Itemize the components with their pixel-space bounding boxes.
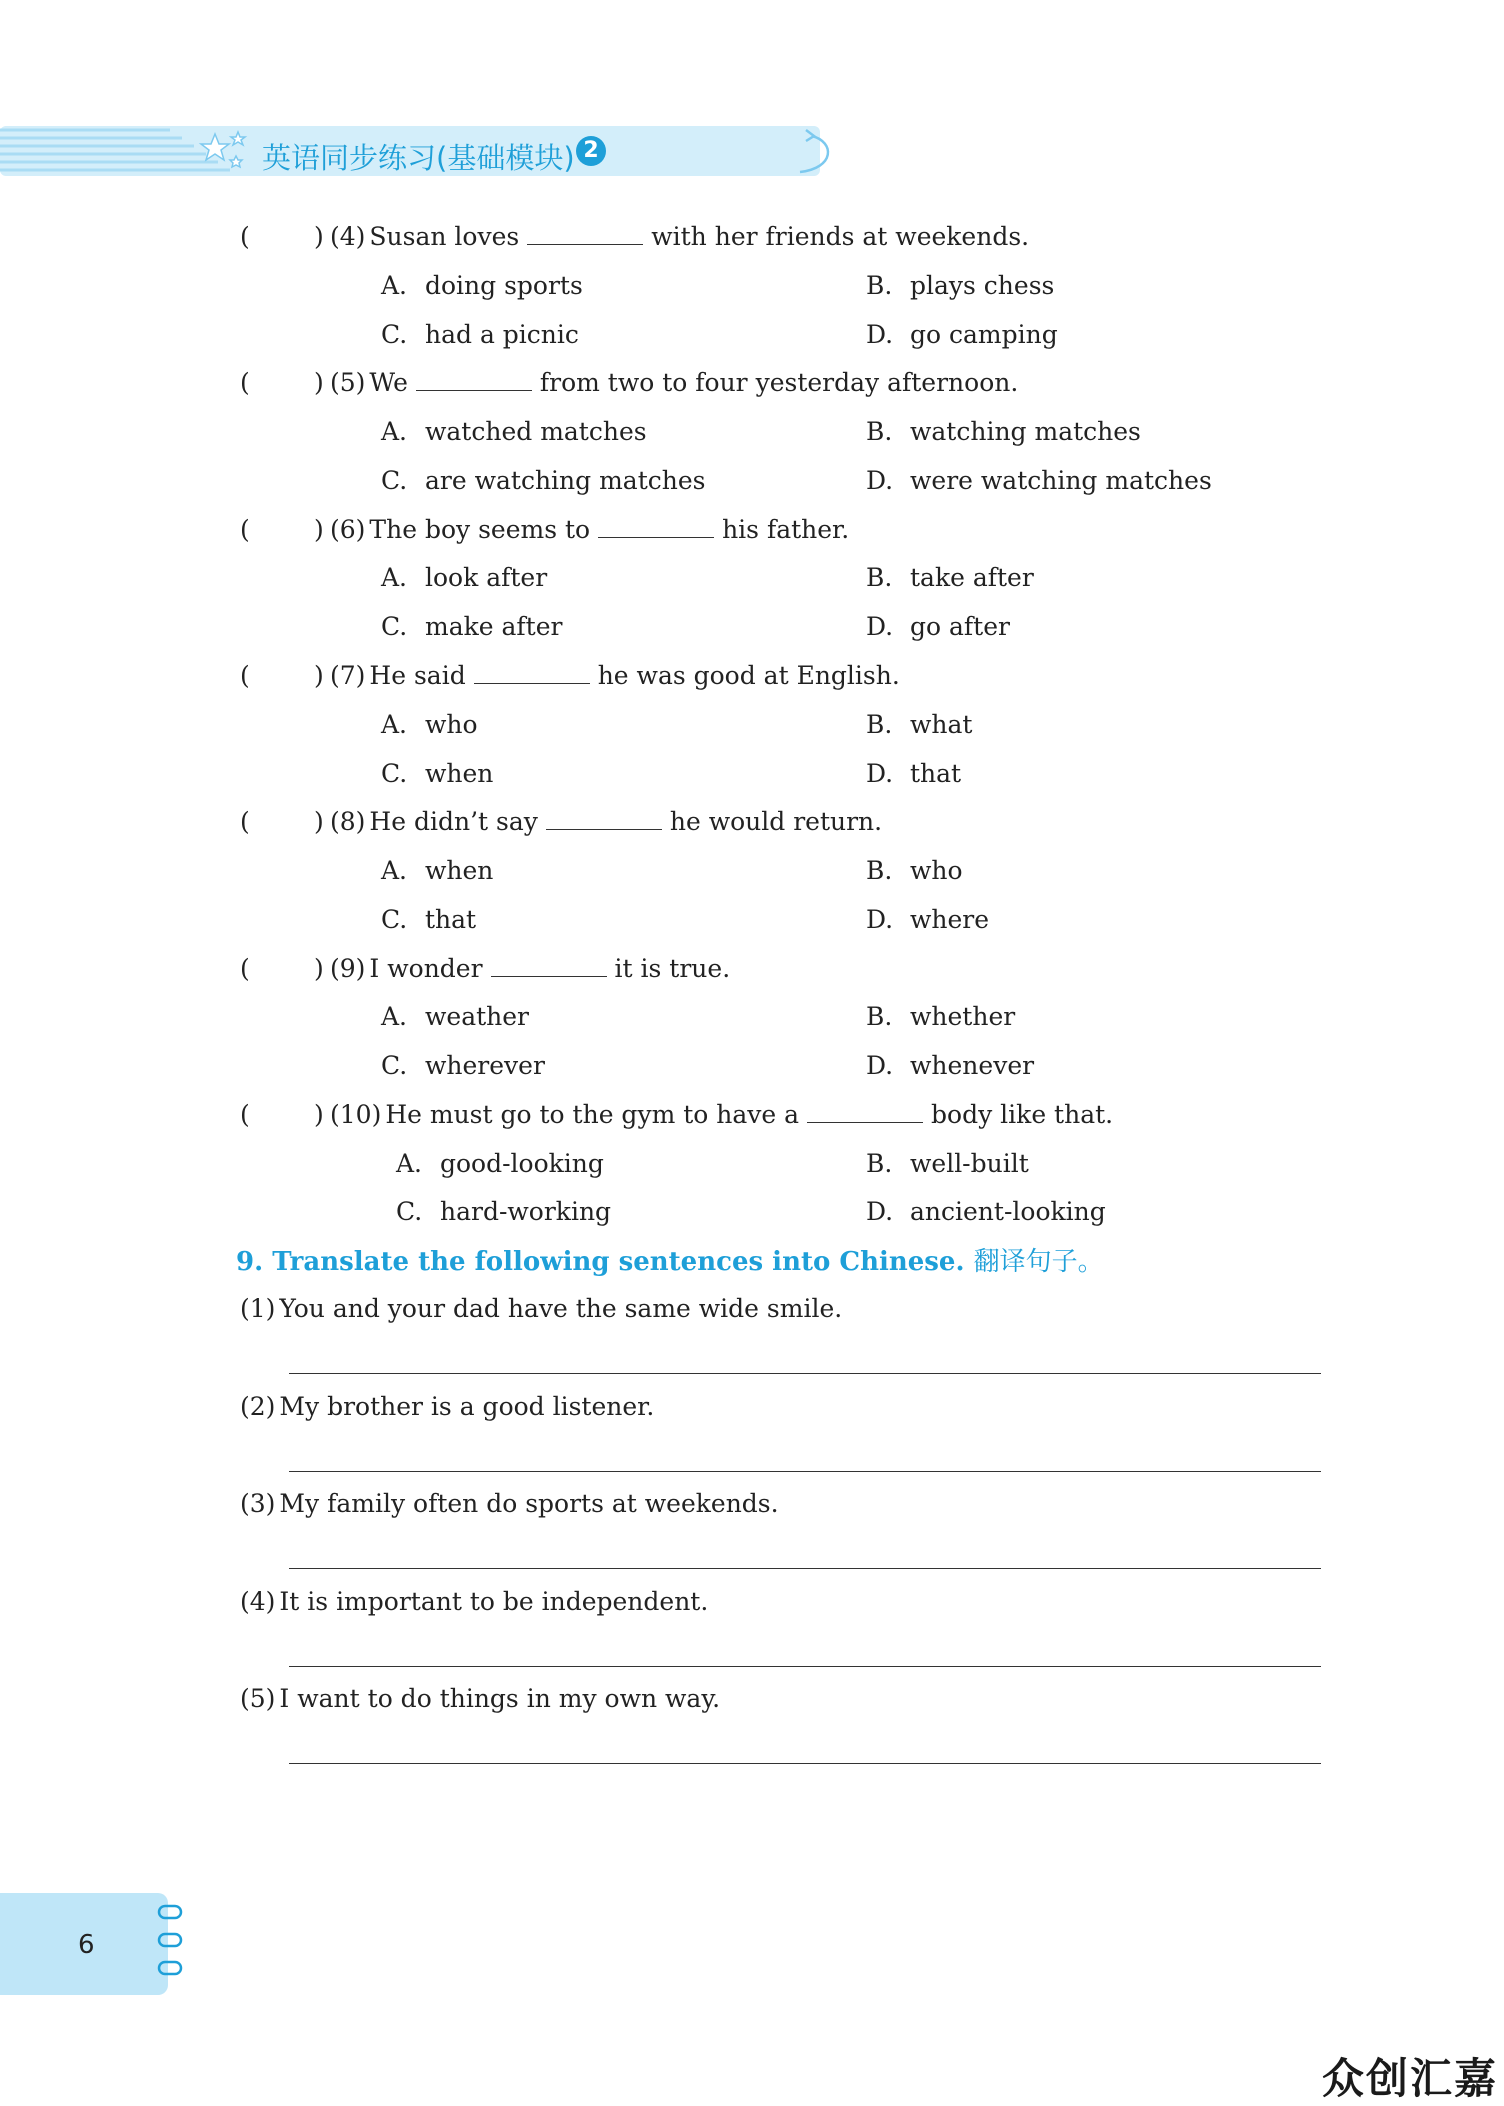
option-d bbox=[866, 1048, 1034, 1084]
option-text: whether bbox=[910, 1002, 1016, 1032]
option-letter: B. bbox=[866, 563, 893, 593]
translation-sentence: It is important to be independent. bbox=[279, 1586, 709, 1616]
stem-before: Susan loves bbox=[369, 222, 520, 251]
option-text: go after bbox=[910, 612, 1010, 642]
translation-sentence: You and your dad have the same wide smile. bbox=[279, 1294, 843, 1323]
option-text: watched matches bbox=[425, 417, 647, 447]
answer-line[interactable] bbox=[289, 1471, 1321, 1472]
option-letter: C. bbox=[381, 612, 408, 642]
option-a bbox=[381, 853, 493, 889]
option-c bbox=[396, 1194, 611, 1230]
option-d bbox=[866, 902, 989, 938]
fill-blank bbox=[546, 805, 662, 830]
book-number-badge: 2 bbox=[576, 136, 606, 166]
translation-number: (3) bbox=[240, 1489, 276, 1518]
option-d bbox=[866, 463, 1212, 499]
stem-before: He didn’t say bbox=[369, 807, 538, 837]
option-a bbox=[381, 414, 647, 450]
option-text: had a picnic bbox=[425, 319, 579, 349]
watermark: 众创汇嘉 bbox=[1322, 2054, 1499, 2103]
question-number: (6) bbox=[330, 514, 366, 544]
answer-paren-close: ) bbox=[314, 953, 324, 983]
option-letter: C. bbox=[381, 319, 408, 349]
option-letter: A. bbox=[381, 856, 408, 885]
option-letter: C. bbox=[381, 465, 408, 495]
option-text: where bbox=[910, 904, 990, 934]
answer-line[interactable] bbox=[289, 1763, 1321, 1764]
option-d bbox=[866, 1194, 1106, 1230]
option-letter: A. bbox=[381, 1002, 408, 1032]
option-letter: A. bbox=[381, 270, 408, 300]
answer-paren-open: ( bbox=[240, 953, 250, 983]
stem-after: he would return. bbox=[669, 807, 883, 837]
option-letter: C. bbox=[396, 1197, 423, 1227]
option-d bbox=[866, 756, 961, 792]
option-text: who bbox=[910, 856, 963, 885]
question-number: (7) bbox=[330, 660, 366, 690]
stem-after: body like that. bbox=[931, 1099, 1114, 1129]
answer-paren-open: ( bbox=[240, 514, 250, 544]
option-letter: B. bbox=[866, 856, 893, 885]
section-9-title bbox=[236, 1241, 1104, 1278]
option-text: wherever bbox=[425, 1051, 545, 1081]
question-number: (5) bbox=[330, 368, 366, 398]
option-letter: A. bbox=[381, 563, 408, 593]
translation-number: (2) bbox=[240, 1391, 276, 1421]
translation-item bbox=[240, 1291, 842, 1327]
translation-item bbox=[240, 1389, 654, 1425]
option-text: plays chess bbox=[910, 270, 1055, 300]
option-c bbox=[381, 1048, 545, 1084]
option-b bbox=[866, 707, 972, 743]
option-letter: D. bbox=[866, 1051, 894, 1081]
option-d bbox=[866, 609, 1010, 645]
option-letter: D. bbox=[866, 319, 894, 349]
option-text: doing sports bbox=[425, 270, 583, 300]
option-letter: B. bbox=[866, 709, 893, 739]
option-text: when bbox=[425, 758, 494, 788]
option-c bbox=[381, 317, 579, 353]
option-a bbox=[381, 999, 529, 1035]
question-stem bbox=[330, 365, 1018, 401]
option-text: well-built bbox=[910, 1148, 1029, 1178]
question-stem bbox=[330, 512, 849, 548]
option-text: make after bbox=[425, 612, 563, 642]
option-letter: B. bbox=[866, 1002, 893, 1032]
option-b bbox=[866, 414, 1141, 450]
answer-paren-close: ) bbox=[314, 807, 324, 837]
answer-line[interactable] bbox=[289, 1373, 1321, 1374]
page-header bbox=[0, 122, 840, 184]
option-text: were watching matches bbox=[910, 465, 1212, 495]
option-text: that bbox=[425, 904, 477, 934]
option-b bbox=[866, 999, 1015, 1035]
answer-paren-close: ) bbox=[314, 368, 324, 398]
fill-blank bbox=[416, 366, 532, 391]
option-text: are watching matches bbox=[425, 465, 706, 495]
fill-blank bbox=[527, 220, 643, 245]
option-text: go camping bbox=[910, 319, 1058, 349]
answer-line[interactable] bbox=[289, 1666, 1321, 1667]
fill-blank bbox=[474, 659, 590, 684]
option-text: watching matches bbox=[910, 417, 1141, 447]
option-text: weather bbox=[425, 1002, 529, 1032]
question-number: (4) bbox=[330, 222, 366, 251]
option-a bbox=[381, 268, 583, 304]
question-number: (10) bbox=[330, 1099, 382, 1129]
option-letter: A. bbox=[381, 417, 408, 447]
option-text: look after bbox=[425, 563, 548, 593]
option-text: what bbox=[910, 709, 973, 739]
answer-paren-open: ( bbox=[240, 807, 250, 837]
answer-paren-close: ) bbox=[314, 1099, 324, 1129]
option-c bbox=[381, 902, 476, 938]
stem-after: from two to four yesterday afternoon. bbox=[539, 368, 1019, 398]
option-text: who bbox=[425, 709, 478, 739]
stem-before: He said bbox=[369, 660, 466, 690]
option-b bbox=[866, 1146, 1029, 1182]
section-9-title-en: 9. Translate the following sentences into Chinese. bbox=[236, 1247, 965, 1277]
option-b bbox=[866, 560, 1034, 596]
option-text: that bbox=[910, 758, 962, 788]
answer-line[interactable] bbox=[289, 1568, 1321, 1569]
stem-after: it is true. bbox=[614, 953, 731, 983]
option-b bbox=[866, 268, 1054, 304]
fill-blank bbox=[491, 952, 607, 977]
option-letter: D. bbox=[866, 904, 894, 934]
option-d bbox=[866, 317, 1058, 353]
answer-paren-open: ( bbox=[240, 1099, 250, 1129]
book-title: 英语同步练习(基础模块) bbox=[262, 141, 575, 175]
question-number: (9) bbox=[330, 953, 366, 983]
option-c bbox=[381, 609, 562, 645]
option-letter: B. bbox=[866, 270, 893, 300]
stem-after: he was good at English. bbox=[597, 660, 900, 690]
translation-item bbox=[240, 1681, 720, 1717]
question-stem bbox=[330, 804, 882, 840]
stem-before: The boy seems to bbox=[369, 514, 591, 544]
answer-paren-open: ( bbox=[240, 368, 250, 398]
option-a bbox=[396, 1146, 604, 1182]
answer-paren-open: ( bbox=[240, 222, 250, 251]
question-number: (8) bbox=[330, 807, 366, 837]
option-c bbox=[381, 463, 705, 499]
option-text: when bbox=[425, 856, 494, 885]
option-b bbox=[866, 853, 963, 889]
page-number: 6 bbox=[78, 1930, 95, 1960]
option-c bbox=[381, 756, 493, 792]
translation-number: (5) bbox=[240, 1684, 276, 1713]
stem-after: his father. bbox=[722, 514, 850, 544]
option-a bbox=[381, 560, 547, 596]
question-stem bbox=[330, 658, 900, 694]
translation-sentence: My brother is a good listener. bbox=[279, 1391, 655, 1421]
option-letter: A. bbox=[381, 709, 408, 739]
answer-paren-open: ( bbox=[240, 660, 250, 690]
stem-before: We bbox=[369, 368, 408, 398]
section-9-title-cn: 翻译句子。 bbox=[973, 1247, 1104, 1277]
stem-after: with her friends at weekends. bbox=[651, 222, 1030, 251]
answer-paren-close: ) bbox=[314, 660, 324, 690]
option-text: good-looking bbox=[440, 1148, 604, 1178]
option-letter: B. bbox=[866, 1148, 893, 1178]
option-letter: B. bbox=[866, 417, 893, 447]
translation-sentence: My family often do sports at weekends. bbox=[279, 1489, 779, 1518]
translation-number: (4) bbox=[240, 1586, 276, 1616]
option-letter: C. bbox=[381, 1051, 408, 1081]
question-stem bbox=[330, 219, 1029, 255]
option-text: hard-working bbox=[440, 1197, 612, 1227]
question-stem bbox=[330, 951, 730, 987]
option-a bbox=[381, 707, 478, 743]
binder-rings-icon bbox=[156, 1903, 186, 1979]
option-text: take after bbox=[910, 563, 1034, 593]
answer-paren-close: ) bbox=[314, 514, 324, 544]
option-letter: D. bbox=[866, 1197, 894, 1227]
translation-item bbox=[240, 1584, 708, 1620]
option-letter: D. bbox=[866, 758, 894, 788]
option-letter: C. bbox=[381, 758, 408, 788]
option-letter: D. bbox=[866, 465, 894, 495]
question-stem bbox=[330, 1097, 1113, 1133]
translation-sentence: I want to do things in my own way. bbox=[279, 1684, 721, 1713]
translation-number: (1) bbox=[240, 1294, 276, 1323]
option-letter: C. bbox=[381, 904, 408, 934]
option-letter: A. bbox=[396, 1148, 423, 1178]
fill-blank bbox=[807, 1098, 923, 1123]
option-text: whenever bbox=[910, 1051, 1035, 1081]
translation-item bbox=[240, 1486, 779, 1522]
option-letter: D. bbox=[866, 612, 894, 642]
stem-before: He must go to the gym to have a bbox=[385, 1099, 800, 1129]
answer-paren-close: ) bbox=[314, 222, 324, 251]
fill-blank bbox=[598, 513, 714, 538]
option-text: ancient-looking bbox=[910, 1197, 1106, 1227]
stem-before: I wonder bbox=[369, 953, 483, 983]
